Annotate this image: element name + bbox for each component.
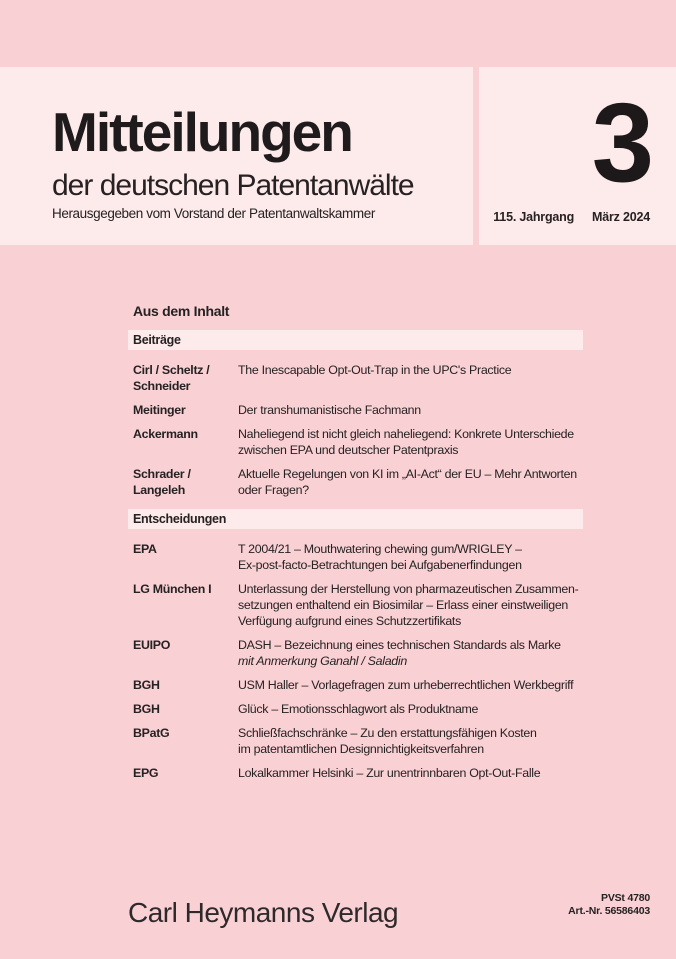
journal-title: Mitteilungen bbox=[52, 101, 352, 163]
journal-tagline: Herausgegeben vom Vorstand der Patentanwaltskammer bbox=[52, 206, 375, 221]
entry-author bbox=[133, 362, 238, 394]
entry-author-line: BGH bbox=[133, 678, 160, 692]
entry-title-line: oder Fragen? bbox=[238, 483, 309, 497]
toc-entry bbox=[133, 677, 583, 693]
toc-entry bbox=[133, 637, 583, 669]
entry-title-line: DASH – Bezeichnung eines technischen Standards als Marke bbox=[238, 638, 561, 652]
toc-entry bbox=[133, 581, 583, 629]
toc-entry bbox=[133, 765, 583, 781]
issue-number: 3 bbox=[591, 80, 652, 205]
toc-entry bbox=[133, 701, 583, 717]
entry-title-line: Naheliegend ist nicht gleich naheliegend: Konkrete Unterschiede bbox=[238, 427, 574, 441]
entry-title bbox=[238, 581, 583, 629]
entry-author-line: Cirl / Scheltz / bbox=[133, 363, 210, 377]
pvst-number: PVSt 4780 bbox=[601, 892, 650, 904]
volume-label: 115. Jahrgang bbox=[493, 210, 575, 224]
entry-title-line: Lokalkammer Helsinki – Zur unentrinnbaren Opt-Out-Falle bbox=[238, 766, 541, 780]
entry-author-line: LG München I bbox=[133, 582, 212, 596]
entry-author-line: Ackermann bbox=[133, 427, 198, 441]
table-of-contents bbox=[133, 303, 583, 789]
entry-author bbox=[133, 765, 238, 781]
entry-title-line: Ex-post-facto-Betrachtungen bei Aufgabenerfindungen bbox=[238, 558, 522, 572]
entry-title-line: Verfügung aufgrund eines Schutzzertifikats bbox=[238, 614, 461, 628]
masthead-issue-panel bbox=[479, 67, 676, 245]
entry-title-line: Glück – Emotionsschlagwort als Produktname bbox=[238, 702, 479, 716]
article-number: Art.-Nr. 56586403 bbox=[568, 905, 650, 917]
issue-date: März 2024 bbox=[592, 210, 650, 224]
entry-author-line: Meitinger bbox=[133, 403, 186, 417]
entry-author bbox=[133, 637, 238, 669]
entry-title bbox=[238, 402, 583, 418]
entry-title bbox=[238, 637, 583, 669]
entry-title-line: Der transhumanistische Fachmann bbox=[238, 403, 421, 417]
entry-title-line: T 2004/21 – Mouthwatering chewing gum/WRIGLEY – bbox=[238, 542, 522, 556]
toc-entry bbox=[133, 466, 583, 498]
entry-title-line: USM Haller – Vorlagefragen zum urheberrechtlichen Werkbegriff bbox=[238, 678, 574, 692]
entry-author-line: BGH bbox=[133, 702, 160, 716]
entry-author bbox=[133, 541, 238, 573]
entry-author bbox=[133, 677, 238, 693]
entry-author bbox=[133, 581, 238, 629]
section-label: Entscheidungen bbox=[133, 512, 227, 526]
entry-title-line: setzungen enthaltend ein Biosimilar – Erlass einer einstweiligen bbox=[238, 598, 569, 612]
entry-title bbox=[238, 466, 583, 498]
entry-title-line: Aktuelle Regelungen von KI im „AI-Act“ der EU – Mehr Antworten bbox=[238, 467, 577, 481]
entry-author bbox=[133, 402, 238, 418]
publisher-name: Carl Heymanns Verlag bbox=[128, 897, 399, 928]
section-header bbox=[128, 330, 583, 350]
entry-title-line: Unterlassung der Herstellung von pharmazeutischen Zusammen- bbox=[238, 582, 579, 596]
toc-entry bbox=[133, 725, 583, 757]
entry-title-line: im patentamtlichen Designnichtigkeitsverfahren bbox=[238, 742, 484, 756]
toc-sections bbox=[133, 330, 583, 781]
entry-author-line: EUIPO bbox=[133, 638, 171, 652]
masthead-title-panel bbox=[0, 67, 473, 245]
entry-title bbox=[238, 426, 583, 458]
section-header bbox=[128, 509, 583, 529]
entry-title bbox=[238, 362, 583, 394]
entry-title-line: zwischen EPA und deutscher Patentpraxis bbox=[238, 443, 459, 457]
toc-entry bbox=[133, 426, 583, 458]
entry-author-line: Langeleh bbox=[133, 483, 185, 497]
entry-author-line: EPG bbox=[133, 766, 159, 780]
journal-subtitle: der deutschen Patentanwälte bbox=[52, 169, 414, 202]
entry-title-line: Schließfachschränke – Zu den erstattungsfähigen Kosten bbox=[238, 726, 537, 740]
entry-note: mit Anmerkung Ganahl / Saladin bbox=[238, 654, 407, 668]
entry-title bbox=[238, 725, 583, 757]
entry-title bbox=[238, 541, 583, 573]
toc-entry bbox=[133, 541, 583, 573]
entry-title bbox=[238, 677, 583, 693]
entry-author bbox=[133, 466, 238, 498]
entry-author bbox=[133, 701, 238, 717]
footer-codes bbox=[568, 892, 650, 918]
entry-author-line: Schneider bbox=[133, 379, 191, 393]
entry-author bbox=[133, 725, 238, 757]
toc-entry bbox=[133, 402, 583, 418]
entry-author-line: Schrader / bbox=[133, 467, 191, 481]
toc-entry bbox=[133, 362, 583, 394]
toc-heading: Aus dem Inhalt bbox=[133, 303, 230, 319]
entry-title-line: The Inescapable Opt-Out-Trap in the UPC's Practice bbox=[238, 363, 512, 377]
issue-meta bbox=[493, 210, 650, 224]
entry-title bbox=[238, 701, 583, 717]
section-label: Beiträge bbox=[133, 333, 181, 347]
entry-title bbox=[238, 765, 583, 781]
entry-author-line: BPatG bbox=[133, 726, 170, 740]
entry-author bbox=[133, 426, 238, 458]
entry-author-line: EPA bbox=[133, 542, 157, 556]
